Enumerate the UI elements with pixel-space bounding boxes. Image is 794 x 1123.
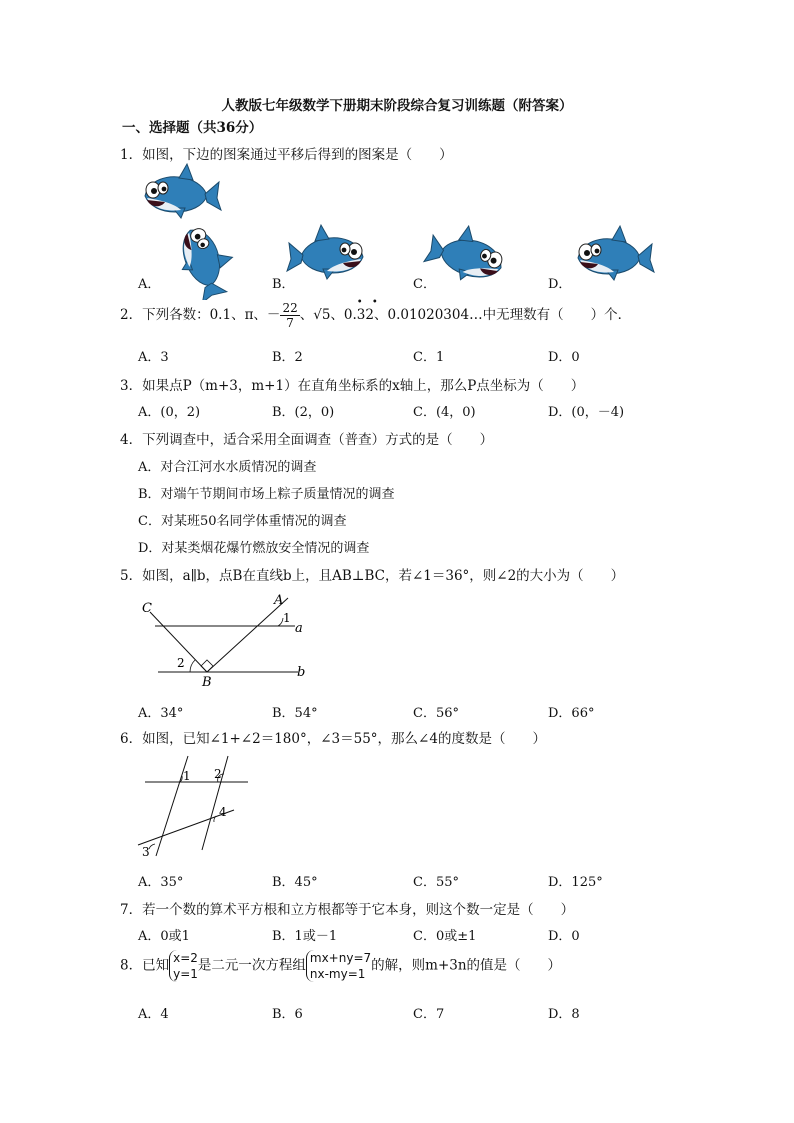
q8-option-c[interactable]: C．7 [413, 1007, 445, 1022]
q4-option-a[interactable]: A．对合江河水水质情况的调查 [138, 460, 317, 475]
question-7 [120, 898, 574, 918]
q6-option-a[interactable]: A．35° [138, 875, 184, 890]
q6-option-d[interactable]: D．125° [548, 875, 603, 890]
question-text: 、√5、0. [299, 307, 357, 323]
label-angle-1: 1 [183, 769, 191, 783]
q8-option-b[interactable]: B．6 [272, 1007, 303, 1022]
label-line-b: b [297, 665, 306, 680]
equation-system [306, 950, 371, 982]
shark-option-d [578, 226, 654, 280]
q4-option-c[interactable]: C．对某班50名同学体重情况的调查 [138, 514, 347, 529]
equation-line: y=1 [173, 967, 198, 981]
equation-line: x=2 [173, 951, 198, 965]
repeating-digits: 32 [356, 307, 374, 323]
q8-option-a[interactable]: A．4 [138, 1007, 169, 1022]
label-angle-4: 4 [219, 805, 227, 819]
section-heading: 一、选择题（共36分） [122, 120, 263, 136]
angle-3-arc [149, 844, 155, 849]
question-text: 若一个数的算术平方根和立方根都等于它本身，则这个数一定是（ ） [142, 902, 575, 918]
fraction-numerator: 22 [282, 301, 298, 315]
question-text: 如图，下边的图案通过平移后得到的图案是（ ） [142, 147, 453, 163]
q1-option-c[interactable]: C． [413, 277, 436, 292]
label-c: C [142, 601, 152, 616]
question-number: 6． [120, 731, 143, 747]
q1-option-d[interactable]: D． [548, 277, 572, 292]
shark-original [145, 164, 221, 218]
question-text: 、0.01020304…中无理数有（ ）个． [373, 307, 632, 323]
label-angle-1: 1 [283, 611, 291, 625]
question-5 [120, 564, 624, 584]
question-2 [120, 297, 632, 330]
question-text: 的解，则m+3n的值是（ ） [371, 957, 562, 974]
question-6 [120, 727, 546, 747]
question-text: 如图，已知∠1+∠2＝180°，∠3＝55°，那么∠4的度数是（ ） [142, 731, 546, 747]
right-angle-mark [201, 660, 213, 672]
q4-option-b[interactable]: B．对端午节期间市场上粽子质量情况的调查 [138, 487, 395, 502]
label-angle-2: 2 [177, 656, 185, 670]
q2-option-c[interactable]: C．1 [413, 350, 445, 365]
page-title: 人教版七年级数学下册期末阶段综合复习训练题（附答案） [221, 98, 573, 114]
question-8 [120, 950, 561, 982]
q3-option-c[interactable]: C．(4，0) [413, 405, 476, 420]
q5-option-d[interactable]: D．66° [548, 706, 595, 721]
q5-option-c[interactable]: C．56° [413, 706, 459, 721]
repeat-dots: • • [356, 297, 381, 308]
segment-ba [207, 598, 288, 672]
label-b-point: B [202, 675, 212, 690]
q1-option-b[interactable]: B． [272, 277, 295, 292]
angle-2-arc [190, 660, 195, 672]
question-3 [120, 374, 584, 394]
label-a-point: A [274, 593, 284, 608]
q8-option-d[interactable]: D．8 [548, 1007, 580, 1022]
equation-line: mx+ny=7 [309, 951, 372, 965]
shark-option-a [171, 220, 244, 300]
q5-figure [130, 590, 330, 690]
q6-option-b[interactable]: B．45° [272, 875, 318, 890]
question-text: 如图，a∥b，点B在直线b上，且AB⊥BC，若∠1＝36°，则∠2的大小为（ ） [142, 568, 625, 584]
label-angle-3: 3 [142, 845, 150, 859]
q1-figures [0, 0, 794, 300]
q3-option-b[interactable]: B．(2，0) [272, 405, 335, 420]
label-line-a: a [295, 621, 303, 636]
repeating-decimal [356, 297, 381, 323]
q3-option-a[interactable]: A．(0，2) [138, 405, 201, 420]
q2-option-b[interactable]: B．2 [272, 350, 303, 365]
question-text: 已知 [142, 957, 170, 974]
question-number: 3． [120, 378, 143, 394]
question-number: 7． [120, 902, 143, 918]
question-text: 是二元一次方程组 [197, 957, 306, 974]
q5-option-a[interactable]: A．34° [138, 706, 184, 721]
q2-option-a[interactable]: A．3 [138, 350, 169, 365]
question-number: 8． [120, 957, 143, 974]
question-number: 5． [120, 568, 143, 584]
question-text: 下列调查中，适合采用全面调查（普查）方式的是（ ） [142, 432, 494, 448]
q7-option-d[interactable]: D．0 [548, 929, 580, 944]
equation-line: nx-my=1 [309, 967, 366, 981]
question-number: 2． [120, 307, 143, 323]
q1-option-a[interactable]: A． [138, 277, 161, 292]
q7-option-c[interactable]: C．0或±1 [413, 929, 477, 944]
q7-option-a[interactable]: A．0或1 [138, 929, 190, 944]
fraction-denominator: 7 [286, 316, 294, 330]
q6-option-c[interactable]: C．55° [413, 875, 459, 890]
label-angle-2: 2 [214, 767, 222, 781]
q2-option-d[interactable]: D．0 [548, 350, 580, 365]
question-text: 如果点P（m+3，m+1）在直角坐标系的x轴上，那么P点坐标为（ ） [142, 378, 585, 394]
solution-system [169, 950, 198, 982]
q6-figure [130, 750, 260, 860]
q7-option-b[interactable]: B．1或－1 [272, 929, 338, 944]
q4-option-d[interactable]: D．对某类烟花爆竹燃放安全情况的调查 [138, 541, 370, 556]
question-text: 下列各数：0.1、π、－ [142, 307, 281, 323]
fraction [280, 301, 299, 330]
question-number: 4． [120, 432, 143, 448]
question-4 [120, 428, 493, 448]
question-number: 1． [120, 147, 143, 163]
q3-option-d[interactable]: D．(0，－4) [548, 405, 625, 420]
q5-option-b[interactable]: B．54° [272, 706, 318, 721]
shark-option-b [287, 225, 363, 279]
